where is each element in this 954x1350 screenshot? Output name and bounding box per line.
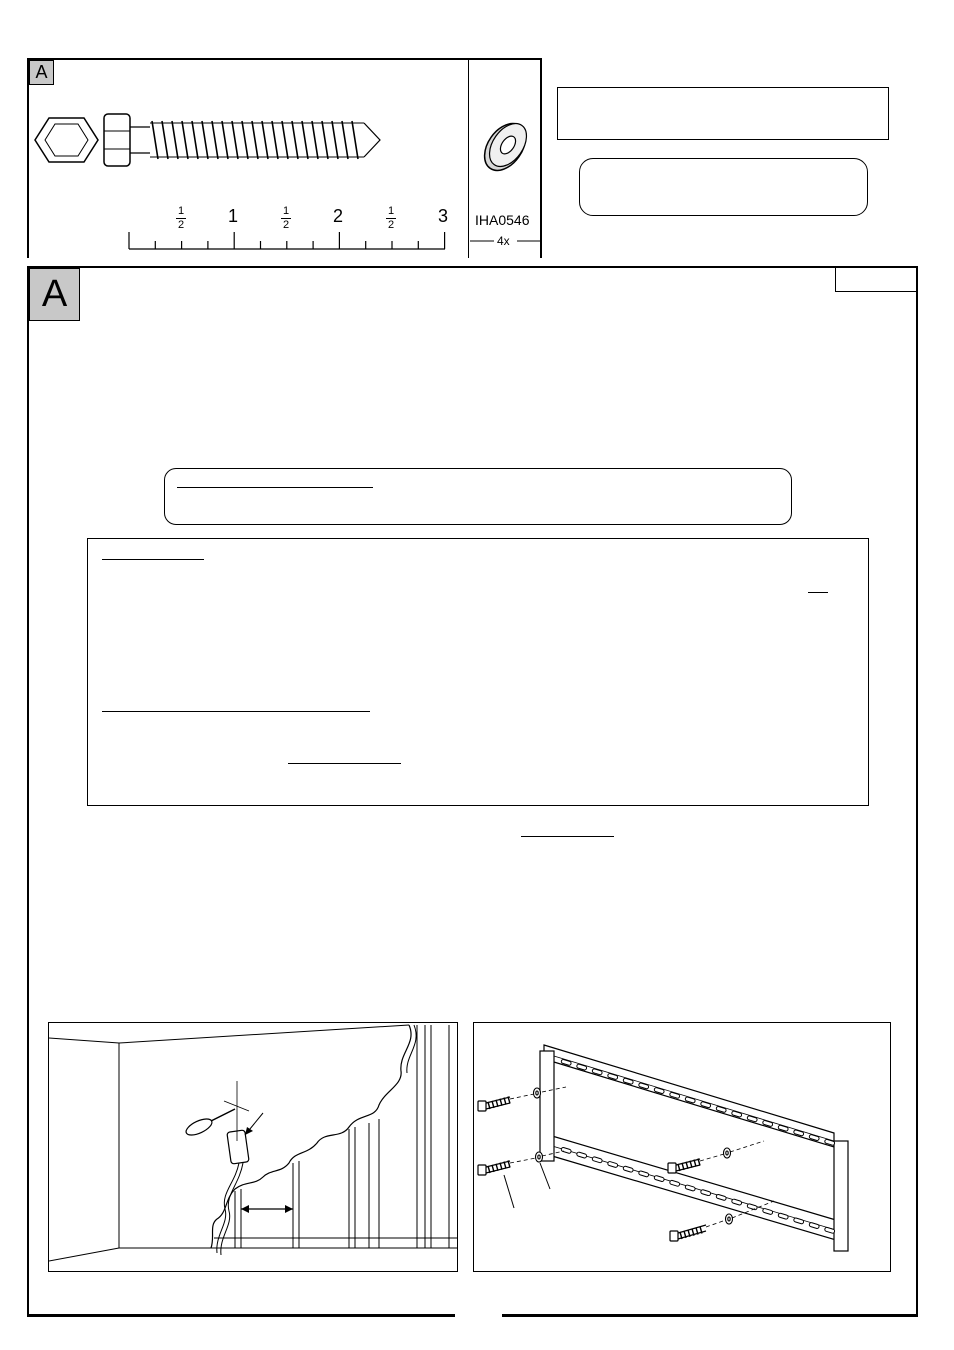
thread-line xyxy=(222,121,228,159)
ruler-label-2: 2 xyxy=(333,206,344,226)
notice-box xyxy=(87,538,869,806)
header-box xyxy=(557,87,889,140)
hardware-tag-label: A xyxy=(35,62,48,82)
caution-box xyxy=(164,468,792,525)
washer-part-code: IHA0546 xyxy=(475,212,530,228)
step-panel-bottom-left xyxy=(27,1314,455,1317)
notice-subheading-underline xyxy=(102,711,370,712)
thread-line xyxy=(242,121,248,159)
bolt-thread xyxy=(496,1164,498,1171)
ruler-half-2: 1 2 xyxy=(282,205,290,231)
thread-line xyxy=(252,121,258,159)
thread-line xyxy=(262,121,268,159)
step-tag-label: A xyxy=(41,273,68,315)
wall-plate-drawing xyxy=(474,1023,891,1272)
illustration-stud-finder xyxy=(48,1022,458,1272)
thread-line xyxy=(322,121,328,159)
thread-line xyxy=(202,121,208,159)
thread-line xyxy=(162,121,168,159)
thread-line xyxy=(282,121,288,159)
ruler-label-3: 3 xyxy=(438,206,449,226)
notice-heading-underline xyxy=(102,559,204,560)
illustration-wall-plate xyxy=(473,1022,891,1272)
step-corner-box xyxy=(835,268,916,292)
step-tag xyxy=(29,268,80,321)
body-emphasis-underline xyxy=(521,836,614,837)
step-panel-bottom-right xyxy=(502,1314,918,1317)
notice-link-underline xyxy=(288,763,401,764)
thread-line xyxy=(272,121,278,159)
thread-line xyxy=(172,121,178,159)
thread-line xyxy=(182,121,188,159)
thread-line xyxy=(212,121,218,159)
caution-heading-underline xyxy=(177,487,373,488)
ruler-half-1: 1 2 xyxy=(177,205,185,231)
bolt-thread xyxy=(500,1163,502,1170)
ruler-label-1: 1 xyxy=(228,206,239,226)
thread-line xyxy=(352,121,358,159)
lag-bolt-drawing xyxy=(0,0,954,300)
thread-line xyxy=(332,121,338,159)
header-rounded-box xyxy=(579,158,868,216)
notice-emphasis-underline xyxy=(808,592,828,593)
thread-line xyxy=(312,121,318,159)
thread-line xyxy=(302,121,308,159)
thread-line xyxy=(232,121,238,159)
thread-line xyxy=(192,121,198,159)
bolt-thread xyxy=(690,1161,692,1168)
stud-finder-drawing xyxy=(49,1023,458,1272)
thread-line xyxy=(292,121,298,159)
bolt-thread xyxy=(496,1100,498,1107)
thread-line xyxy=(342,121,348,159)
bolt-thread xyxy=(686,1162,688,1169)
bolt-thread xyxy=(500,1099,502,1106)
ruler-half-3: 1 2 xyxy=(387,205,395,231)
washer-quantity: 4x xyxy=(497,234,510,248)
thread-line xyxy=(152,121,158,159)
